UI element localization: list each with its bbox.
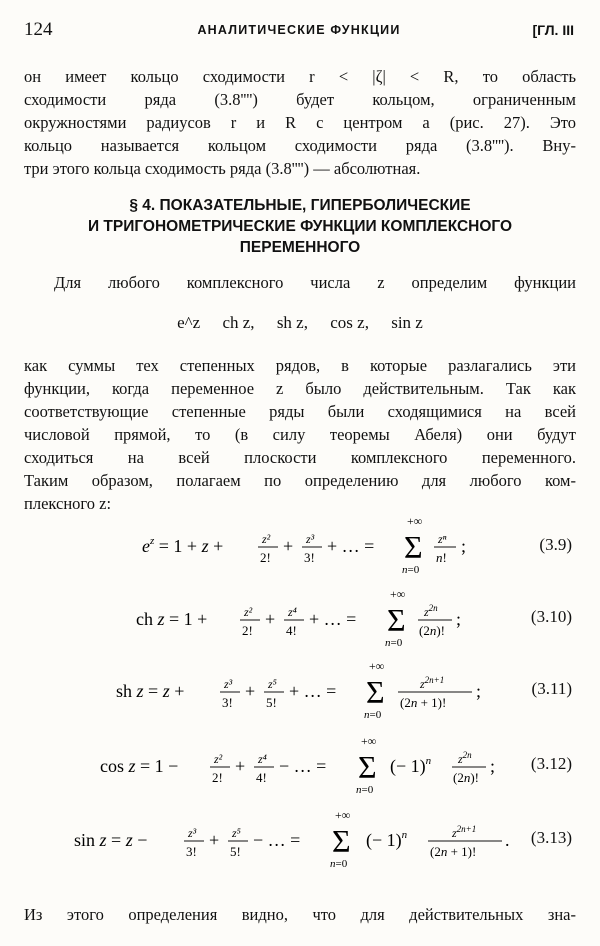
svg-text:3!: 3!	[222, 695, 233, 710]
svg-text:z2n+1: $z^{2n+1}$	[420, 675, 445, 691]
svg-text:z2n: $z^{2n}$	[424, 603, 438, 619]
equation-3-10-label: (3.10)	[530, 607, 572, 626]
equation-3-9-formula	[24, 510, 494, 580]
equation-3-13-label: (3.13)	[530, 828, 572, 847]
svg-text:z²: z²	[244, 605, 253, 619]
svg-text:4!: 4!	[286, 623, 297, 638]
svg-text:5!: 5!	[230, 844, 241, 859]
para1-line-1: он имеет кольцо сходимости r < |ζ| < R, то область	[24, 67, 576, 86]
svg-text:n=0: n=0	[402, 564, 420, 576]
svg-text:n!: n!	[436, 550, 447, 565]
svg-text:5!: 5!	[266, 695, 277, 710]
svg-text:n=0: n=0	[356, 784, 374, 796]
svg-text:2!: 2!	[242, 623, 253, 638]
para1-line-5: три этого кольца сходимость ряда (3.8'''') — абсолютная.	[24, 159, 421, 178]
svg-text:z²: z²	[214, 752, 223, 766]
equation-3-13-formula	[24, 806, 510, 876]
svg-text:;: ;	[456, 609, 462, 629]
final-line: Из этого определения видно, что для действительных зна-	[24, 905, 576, 924]
fn-exp: e^z	[177, 313, 201, 332]
svg-text:z³: z³	[188, 826, 197, 840]
svg-text:Σ: Σ	[387, 602, 406, 638]
equation-3-10	[24, 585, 576, 649]
svg-text:+: +	[283, 536, 294, 556]
para2-line-2: функции, когда переменное z было действительным. Так как	[24, 379, 576, 398]
fn-sh: sh z,	[276, 313, 308, 332]
section-heading-line-2: И ТРИГОНОМЕТРИЧЕСКИЕ ФУНКЦИИ КОМПЛЕКСНОГО	[87, 218, 513, 235]
svg-text:+ … =: + … =	[327, 536, 375, 556]
para2-line-3: соответствующие степенные ряды были сходящимися на всей	[24, 402, 576, 421]
svg-text:Σ: Σ	[358, 749, 377, 785]
running-head	[24, 19, 574, 43]
chapter-label: [ГЛ. III	[532, 22, 574, 38]
svg-text:− … =: − … =	[279, 756, 327, 776]
svg-text:.: .	[505, 830, 510, 850]
equation-3-9-label: (3.9)	[539, 535, 572, 554]
svg-text:+ … =: + … =	[289, 681, 337, 701]
para2-line-4: числовой прямой, то (в силу теоремы Абеля) они будут	[24, 425, 576, 444]
svg-text:(2n)!: (2n)!	[419, 623, 446, 638]
function-list	[24, 313, 576, 333]
svg-text:(2n + 1)!: (2n + 1)!	[400, 695, 447, 710]
svg-text:+∞: +∞	[369, 659, 385, 673]
svg-text:z³: z³	[224, 677, 233, 691]
svg-text:Σ: Σ	[366, 674, 385, 710]
para1-line-4: кольцо называется кольцом сходимости ряда (3.8''''). Вну-	[24, 136, 576, 155]
svg-text:+: +	[245, 681, 256, 701]
svg-text:sh z = z +: sh z = z +	[116, 681, 185, 701]
svg-text:;: ;	[476, 681, 482, 701]
equation-3-11	[24, 657, 576, 721]
svg-text:(2n)!: (2n)!	[453, 770, 480, 785]
equation-3-12	[24, 732, 576, 796]
svg-text:;: ;	[490, 756, 496, 776]
fn-cos: cos z,	[330, 313, 369, 332]
svg-text:n=0: n=0	[385, 637, 403, 649]
svg-text:z2n: $z^{2n}$	[458, 750, 472, 766]
svg-text:z2n+1: $z^{2n+1}$	[452, 824, 477, 840]
running-title: АНАЛИТИЧЕСКИЕ ФУНКЦИИ	[197, 23, 401, 37]
para2-line-7: плексного z:	[24, 494, 112, 513]
fn-sin: sin z	[391, 313, 423, 332]
svg-text:z⁴: z⁴	[288, 605, 297, 619]
svg-text:(− 1)n: (− 1)$^n$	[390, 755, 432, 776]
para2-line-6: Таким образом, полагаем по определению для любого ком-	[24, 471, 576, 490]
svg-text:4!: 4!	[256, 770, 267, 785]
svg-text:3!: 3!	[186, 844, 197, 859]
equation-3-10-formula	[24, 585, 494, 655]
equation-3-12-label: (3.12)	[530, 754, 572, 773]
svg-text:+: +	[265, 609, 276, 629]
section-heading-line-1: § 4. ПОКАЗАТЕЛЬНЫЕ, ГИПЕРБОЛИЧЕСКИЕ	[129, 197, 471, 214]
svg-text:n=0: n=0	[330, 858, 348, 870]
para1-line-3: окружностями радиусов r и R с центром a (рис. 27). Это	[24, 113, 576, 132]
svg-text:z⁵: z⁵	[232, 826, 241, 840]
para2-line-1: как суммы тех степенных рядов, в которые разлагались эти	[24, 356, 576, 375]
svg-text:(− 1)n: (− 1)$^n$	[366, 829, 408, 850]
fn-ch: ch z,	[222, 313, 255, 332]
svg-text:− … =: − … =	[253, 830, 301, 850]
intro-line: Для любого комплексного числа z определим функции	[54, 273, 576, 292]
svg-text:+∞: +∞	[407, 514, 423, 528]
svg-text:2!: 2!	[212, 770, 223, 785]
svg-text:z⁵: z⁵	[268, 677, 277, 691]
svg-text:cos z = 1 −: cos z = 1 −	[100, 756, 179, 776]
equation-3-9	[24, 510, 576, 576]
svg-text:z³: z³	[306, 532, 315, 546]
svg-text:z⁴: z⁴	[258, 752, 267, 766]
para2-line-5: сходиться на всей плоскости комплексного переменного.	[24, 448, 576, 467]
svg-text:2!: 2!	[260, 550, 271, 565]
svg-text:sin z = z −: sin z = z −	[74, 830, 148, 850]
svg-text:(2n + 1)!: (2n + 1)!	[430, 844, 477, 859]
page-number: 124	[24, 19, 53, 40]
equation-3-11-label: (3.11)	[531, 679, 572, 698]
svg-text:+: +	[209, 830, 220, 850]
svg-text:zⁿ: zⁿ	[438, 532, 447, 546]
svg-text:+∞: +∞	[361, 734, 377, 748]
svg-text:z²: z²	[262, 532, 271, 546]
svg-text:+: +	[235, 756, 246, 776]
svg-text:+ … =: + … =	[309, 609, 357, 629]
equation-3-12-formula	[24, 732, 494, 802]
svg-text:ez = 1 + z +: $e^z = 1 + z$ +	[142, 535, 224, 556]
para1-line-2: сходимости ряда (3.8'''') будет кольцом, ограниченным	[24, 90, 576, 109]
svg-text:3!: 3!	[304, 550, 315, 565]
svg-text:n=0: n=0	[364, 709, 382, 721]
svg-text:;: ;	[461, 536, 467, 556]
svg-text:Σ: Σ	[404, 529, 423, 565]
equation-3-13	[24, 806, 576, 870]
svg-text:+∞: +∞	[335, 808, 351, 822]
svg-text:Σ: Σ	[332, 823, 351, 859]
equation-3-11-formula	[24, 657, 494, 727]
svg-text:ch z = 1 +: ch z = 1 +	[136, 609, 208, 629]
section-heading-line-3: ПЕРЕМЕННОГО	[239, 239, 361, 256]
svg-text:+∞: +∞	[390, 587, 406, 601]
